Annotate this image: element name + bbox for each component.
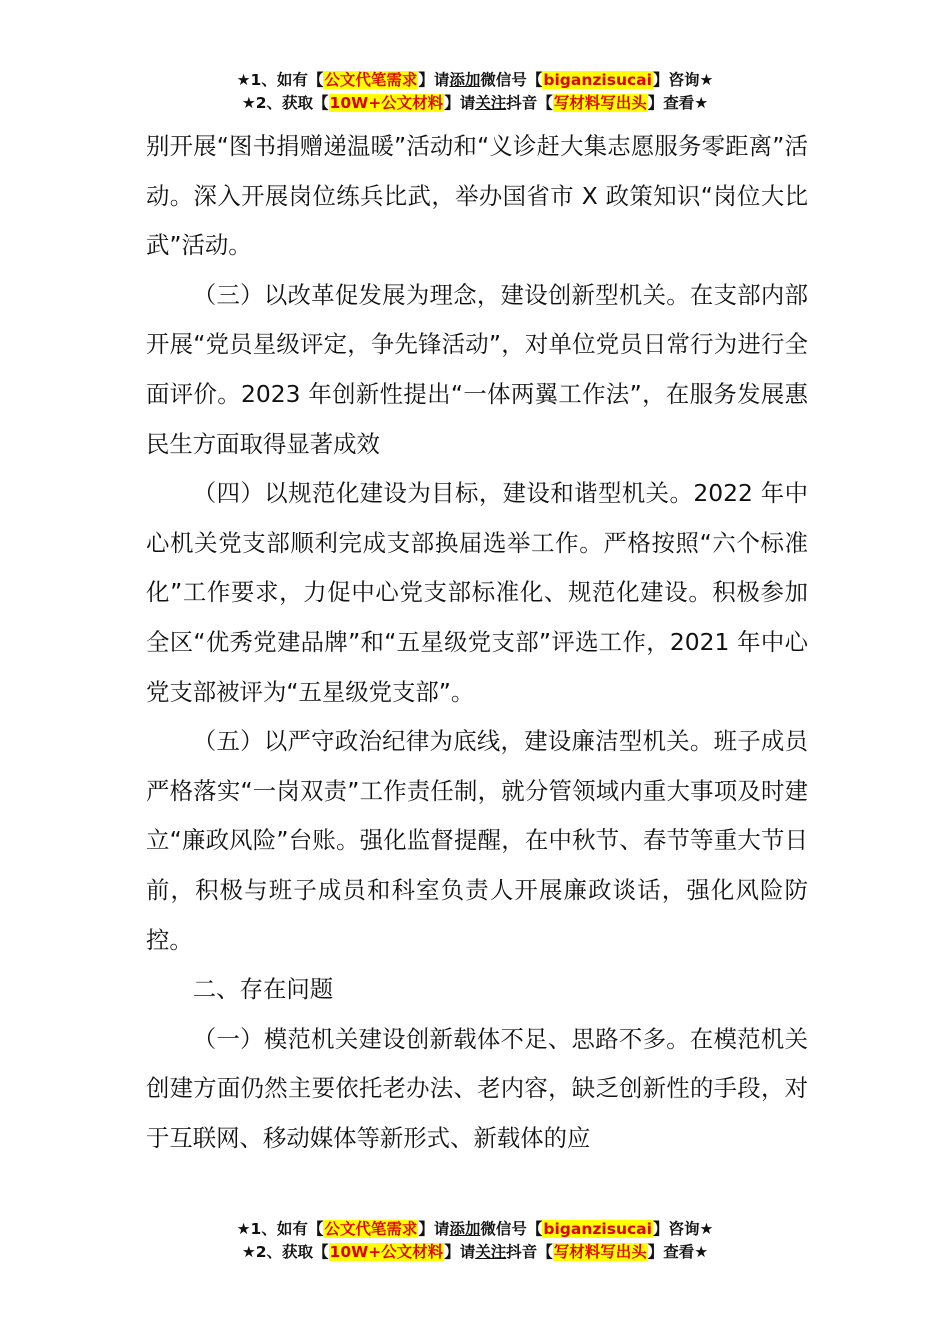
- underlined-text: 关注: [475, 1243, 507, 1261]
- underlined-text: 关注: [475, 94, 507, 112]
- paragraph-section-4: （四）以规范化建设为目标，建设和谐型机关。2022 年中心机关党支部顺利完成支部换届选举工作。严格按照“六个标准化”工作要求，力促中心党支部标准化、规范化建设。积极参加全区“优秀党建品牌”和“五星级党支部”评选工作，2021 年中心党支部被评为“五星级党支部”。: [146, 479, 808, 706]
- banner-text: 】请: [418, 1220, 450, 1238]
- banner-text: 】请: [444, 94, 476, 112]
- paragraph-continuation: 别开展“图书捐赠递温暖”活动和“义诊赶大集志愿服务零距离”活动。深入开展岗位练兵比武，举办国省市 X 政策知识“岗位大比武”活动。: [146, 132, 808, 260]
- highlight-service-text: 公文代笔需求: [324, 71, 418, 89]
- underlined-text: 添加: [449, 1220, 481, 1238]
- header-banner: [0, 69, 950, 115]
- banner-text: 抖音【: [506, 1243, 553, 1261]
- banner-line-1: [0, 69, 950, 92]
- banner-text: 微信号【: [480, 71, 543, 89]
- banner-text: 】咨询★: [652, 71, 714, 89]
- footer-banner: [0, 1218, 950, 1264]
- banner-text: 微信号【: [480, 1220, 543, 1238]
- banner-text: 】查看★: [647, 94, 709, 112]
- banner-line-1: [0, 1218, 950, 1241]
- banner-text: 】请: [418, 71, 450, 89]
- banner-text: ★1、如有【: [236, 1220, 324, 1238]
- underlined-text: 添加: [449, 71, 481, 89]
- paragraph-problem-1: （一）模范机关建设创新载体不足、思路不多。在模范机关创建方面仍然主要依托老办法、老内容，缺乏创新性的手段，对于互联网、移动媒体等新形式、新载体的应: [146, 1024, 808, 1152]
- banner-text: 】咨询★: [652, 1220, 714, 1238]
- banner-text: ★2、获取【: [241, 1243, 329, 1261]
- paragraph-section-3: （三）以改革促发展为理念，建设创新型机关。在支部内部开展“党员星级评定，争先锋活动”，对单位党员日常行为进行全面评价。2023 年创新性提出“一体两翼工作法”，在服务发展惠民生方面取得显著成效: [146, 280, 808, 458]
- highlight-wechat-id: biganzisucai: [543, 1220, 652, 1238]
- highlight-douyin-account: 写材料写出头: [553, 94, 647, 112]
- document-body: [146, 122, 808, 1163]
- banner-line-2: [0, 1241, 950, 1264]
- banner-line-2: [0, 92, 950, 115]
- banner-text: 】请: [444, 1243, 476, 1261]
- banner-text: 抖音【: [506, 94, 553, 112]
- section-heading-problems: 二、存在问题: [192, 975, 334, 1004]
- highlight-materials-text: 10W+公文材料: [329, 1243, 444, 1261]
- highlight-wechat-id: biganzisucai: [543, 71, 652, 89]
- banner-text: ★1、如有【: [236, 71, 324, 89]
- highlight-service-text: 公文代笔需求: [324, 1220, 418, 1238]
- banner-text: 】查看★: [647, 1243, 709, 1261]
- highlight-douyin-account: 写材料写出头: [553, 1243, 647, 1261]
- highlight-materials-text: 10W+公文材料: [329, 94, 444, 112]
- paragraph-section-5: （五）以严守政治纪律为底线，建设廉洁型机关。班子成员严格落实“一岗双责”工作责任制，就分管领域内重大事项及时建立“廉政风险”台账。强化监督提醒，在中秋节、春节等重大节日前，积极与班子成员和科室负责人开展廉政谈话，强化风险防控。: [146, 727, 808, 954]
- banner-text: ★2、获取【: [241, 94, 329, 112]
